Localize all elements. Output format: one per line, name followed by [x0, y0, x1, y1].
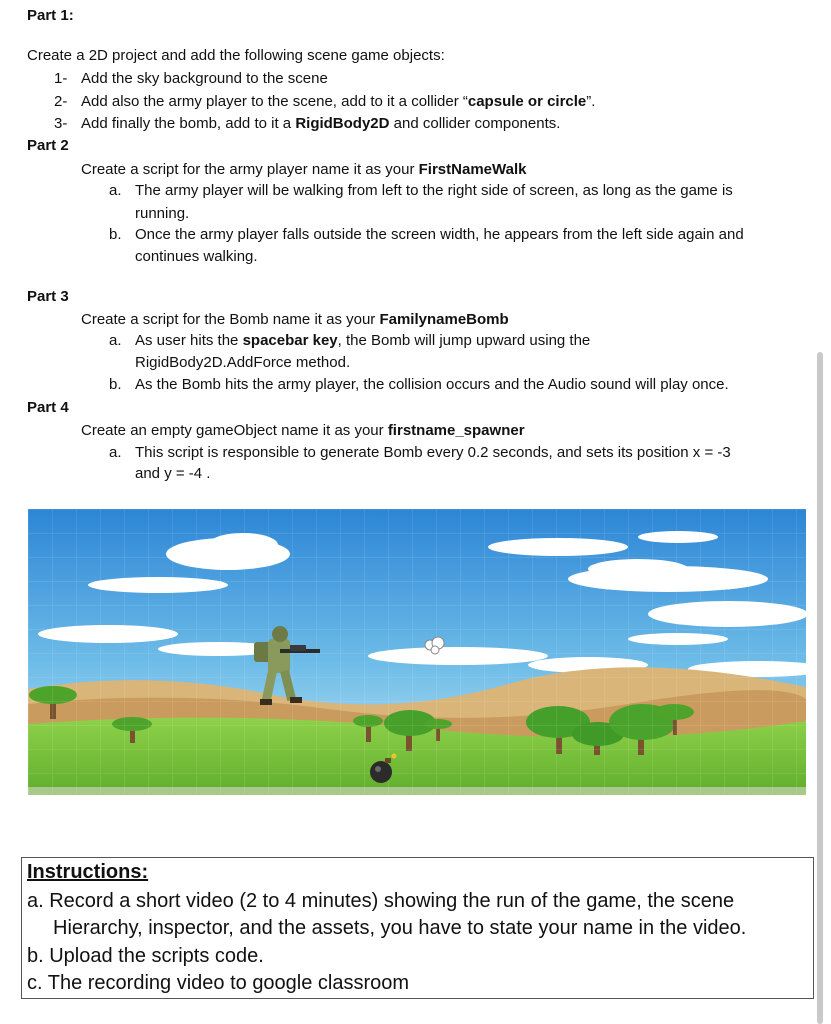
- part2-heading: Part 2: [27, 137, 69, 154]
- part1-intro: Create a 2D project and add the following scene game objects:: [27, 47, 445, 64]
- part2-a-line1: The army player will be walking from left to the right side of screen, as long as the game is: [135, 182, 733, 199]
- instruction-a-line1: a. Record a short video (2 to 4 minutes) showing the run of the game, the scene: [27, 890, 735, 912]
- part1-item-2-bold: capsule or circle: [467, 93, 587, 110]
- vertical-scrollbar[interactable]: [817, 352, 823, 1024]
- part1-item-3-bold: RigidBody2D: [295, 115, 390, 132]
- part4-intro: [81, 422, 525, 439]
- part1-item-3: [81, 115, 560, 132]
- part3-intro-text: Create a script for the Bomb name it as your: [81, 311, 380, 328]
- part1-item-2-number: 2-: [54, 93, 68, 110]
- part4-intro-text: Create an empty gameObject name it as your: [81, 422, 388, 439]
- part1-item-3-end: and collider components.: [389, 115, 561, 132]
- part2-b-line1: Once the army player falls outside the screen width, he appears from the left side again and: [135, 226, 744, 243]
- part3-intro: [81, 311, 509, 328]
- part3-a-line2: RigidBody2D.AddForce method.: [135, 354, 351, 371]
- part2-b-line2: continues walking.: [135, 248, 258, 265]
- part3-script-name: FamilynameBomb: [379, 311, 509, 328]
- part4-object-name: firstname_spawner: [387, 422, 525, 439]
- part3-b-text: As the Bomb hits the army player, the collision occurs and the Audio sound will play once.: [135, 376, 729, 393]
- part3-a-line1: [135, 332, 590, 349]
- part3-b-number: b.: [109, 376, 122, 393]
- part2-a-number: a.: [109, 182, 122, 199]
- part1-item-1-number: 1-: [54, 70, 68, 87]
- part3-a-number: a.: [109, 332, 122, 349]
- scene-grid: [28, 509, 806, 795]
- part1-item-2: [81, 93, 595, 110]
- instructions-title: Instructions:: [27, 861, 149, 883]
- part2-b-number: b.: [109, 226, 122, 243]
- instructions-box: [21, 857, 814, 999]
- part2-intro: [81, 161, 526, 178]
- part4-heading: Part 4: [27, 399, 69, 416]
- part1-item-2-end: ”.: [586, 93, 596, 110]
- part4-a-line2: and y = -4 .: [135, 465, 211, 482]
- part2-script-name: FirstNameWalk: [418, 161, 527, 178]
- part3-a-bold: spacebar key: [242, 332, 338, 349]
- part1-heading: Part 1:: [27, 7, 74, 24]
- part3-heading: Part 3: [27, 288, 69, 305]
- part2-a-line2: running.: [135, 205, 190, 222]
- part1-item-2-text: Add also the army player to the scene, add to it a collider “: [81, 93, 468, 110]
- game-scene-image: [28, 509, 806, 795]
- part1-item-1: Add the sky background to the scene: [81, 70, 328, 87]
- part1-item-3-text: Add finally the bomb, add to it a: [81, 115, 296, 132]
- part4-a-line1: This script is responsible to generate Bomb every 0.2 seconds, and sets its position x = -3: [135, 444, 731, 461]
- part4-a-number: a.: [109, 444, 122, 461]
- instruction-a-line2: Hierarchy, inspector, and the assets, you have to state your name in the video.: [53, 917, 747, 939]
- instruction-b: b. Upload the scripts code.: [27, 945, 264, 967]
- part1-item-3-number: 3-: [54, 115, 68, 132]
- instruction-c: c. The recording video to google classroom: [27, 972, 410, 994]
- part3-a-end: , the Bomb will jump upward using the: [337, 332, 591, 349]
- part3-a-text: As user hits the: [135, 332, 243, 349]
- part2-intro-text: Create a script for the army player name it as your: [81, 161, 419, 178]
